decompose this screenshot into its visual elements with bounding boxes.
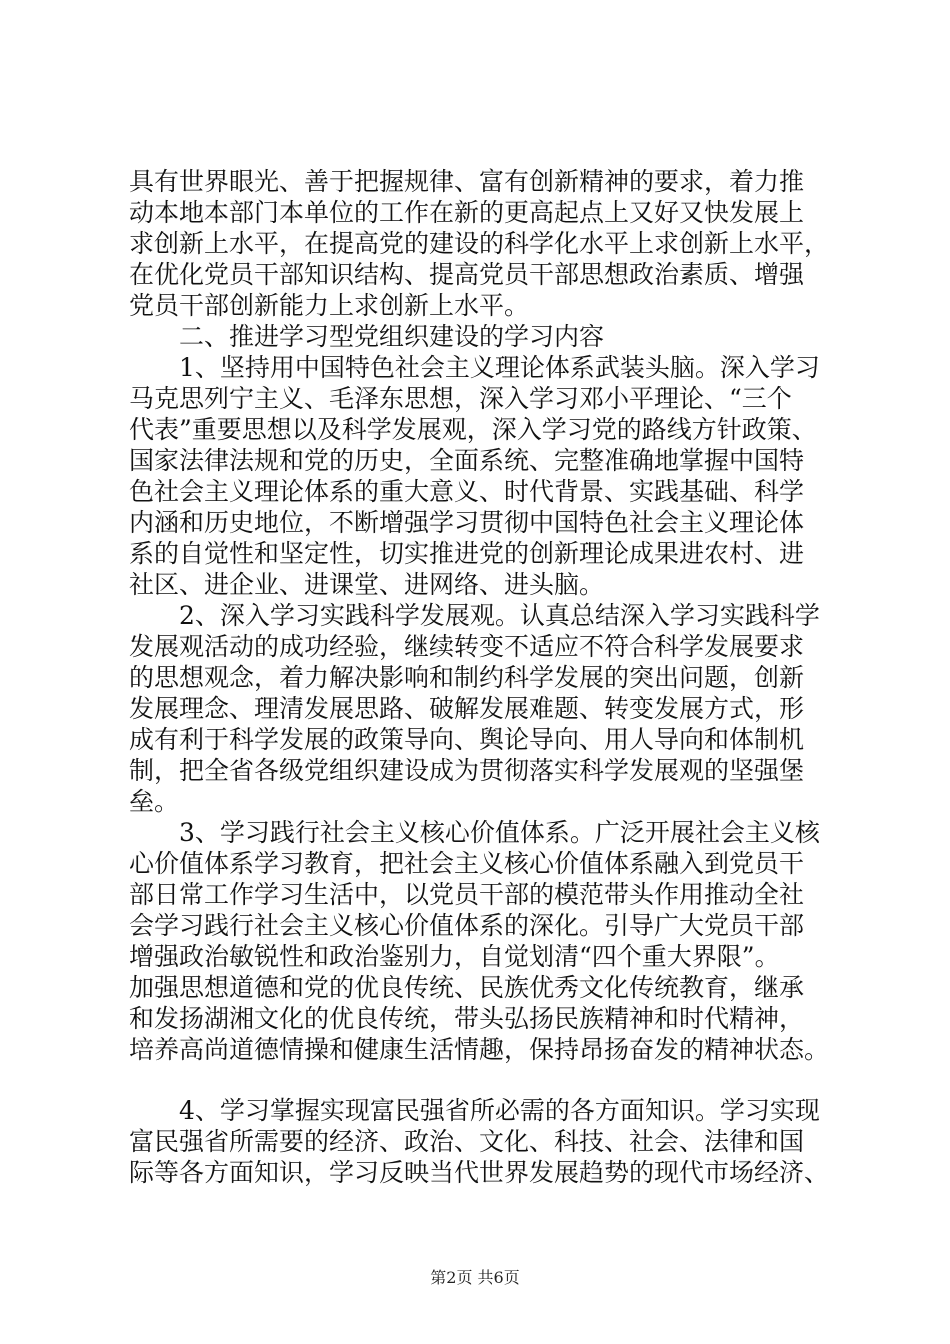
text-line: 2、深入学习实践科学发展观。认真总结深入学习实践科学 xyxy=(129,601,820,630)
text-line: 部日常工作学习生活中，以党员干部的模范带头作用推动全社 xyxy=(129,880,805,909)
text-line: 加强思想道德和党的优良传统、民族优秀文化传统教育，继承 xyxy=(129,973,805,1002)
paragraph-gap xyxy=(129,1065,839,1095)
text-line: 3、学习践行社会主义核心价值体系。广泛开展社会主义核 xyxy=(129,818,820,847)
body-text xyxy=(129,166,839,1188)
text-line: 的思想观念，着力解决影响和制约科学发展的突出问题，创新 xyxy=(129,663,805,692)
text-line: 在优化党员干部知识结构、提高党员干部思想政治素质、增强 xyxy=(129,260,805,289)
section-heading: 二、推进学习型党组织建设的学习内容 xyxy=(129,322,605,351)
text-line: 代表”重要思想以及科学发展观，深入学习党的路线方针政策、 xyxy=(129,415,817,444)
text-line: 党员干部创新能力上求创新上水平。 xyxy=(129,291,530,320)
text-line: 际等各方面知识，学习反映当代世界发展趋势的现代市场经济、 xyxy=(129,1158,830,1187)
text-line: 垒。 xyxy=(129,787,180,816)
text-line: 心价值体系学习教育，把社会主义核心价值体系融入到党员干 xyxy=(129,849,805,878)
text-line: 培养高尚道德情操和健康生活情趣，保持昂扬奋发的精神状态。 xyxy=(129,1035,830,1064)
text-line: 马克思列宁主义、毛泽东思想，深入学习邓小平理论、“三个 xyxy=(129,384,792,413)
text-line: 和发扬湖湘文化的优良传统，带头弘扬民族精神和时代精神， xyxy=(129,1004,805,1033)
text-line: 系的自觉性和坚定性，切实推进党的创新理论成果进农村、进 xyxy=(129,539,805,568)
text-line: 求创新上水平，在提高党的建设的科学化水平上求创新上水平， xyxy=(129,229,830,258)
text-line: 国家法律法规和党的历史，全面系统、完整准确地掌握中国特 xyxy=(129,446,805,475)
text-line: 成有利于科学发展的政策导向、舆论导向、用人导向和体制机 xyxy=(129,725,805,754)
text-line: 发展理念、理清发展思路、破解发展难题、转变发展方式，形 xyxy=(129,694,805,723)
text-line: 社区、进企业、进课堂、进网络、进头脑。 xyxy=(129,570,605,599)
text-line: 色社会主义理论体系的重大意义、时代背景、实践基础、科学 xyxy=(129,477,805,506)
text-line: 制，把全省各级党组织建设成为贯彻落实科学发展观的坚强堡 xyxy=(129,756,805,785)
text-line: 动本地本部门本单位的工作在新的更高起点上又好又快发展上 xyxy=(129,198,805,227)
text-line: 富民强省所需要的经济、政治、文化、科技、社会、法律和国 xyxy=(129,1127,805,1156)
page-number-footer: 第2页 共6页 xyxy=(430,1268,520,1287)
text-line: 1、坚持用中国特色社会主义理论体系武装头脑。深入学习 xyxy=(129,353,820,382)
text-line: 具有世界眼光、善于把握规律、富有创新精神的要求，着力推 xyxy=(129,167,805,196)
text-line: 4、学习掌握实现富民强省所必需的各方面知识。学习实现 xyxy=(129,1096,820,1125)
text-line: 内涵和历史地位，不断增强学习贯彻中国特色社会主义理论体 xyxy=(129,508,805,537)
text-line: 增强政治敏锐性和政治鉴别力，自觉划清“四个重大界限”。 xyxy=(129,942,780,971)
text-line: 发展观活动的成功经验，继续转变不适应不符合科学发展要求 xyxy=(129,632,805,661)
text-line: 会学习践行社会主义核心价值体系的深化。引导广大党员干部 xyxy=(129,911,805,940)
